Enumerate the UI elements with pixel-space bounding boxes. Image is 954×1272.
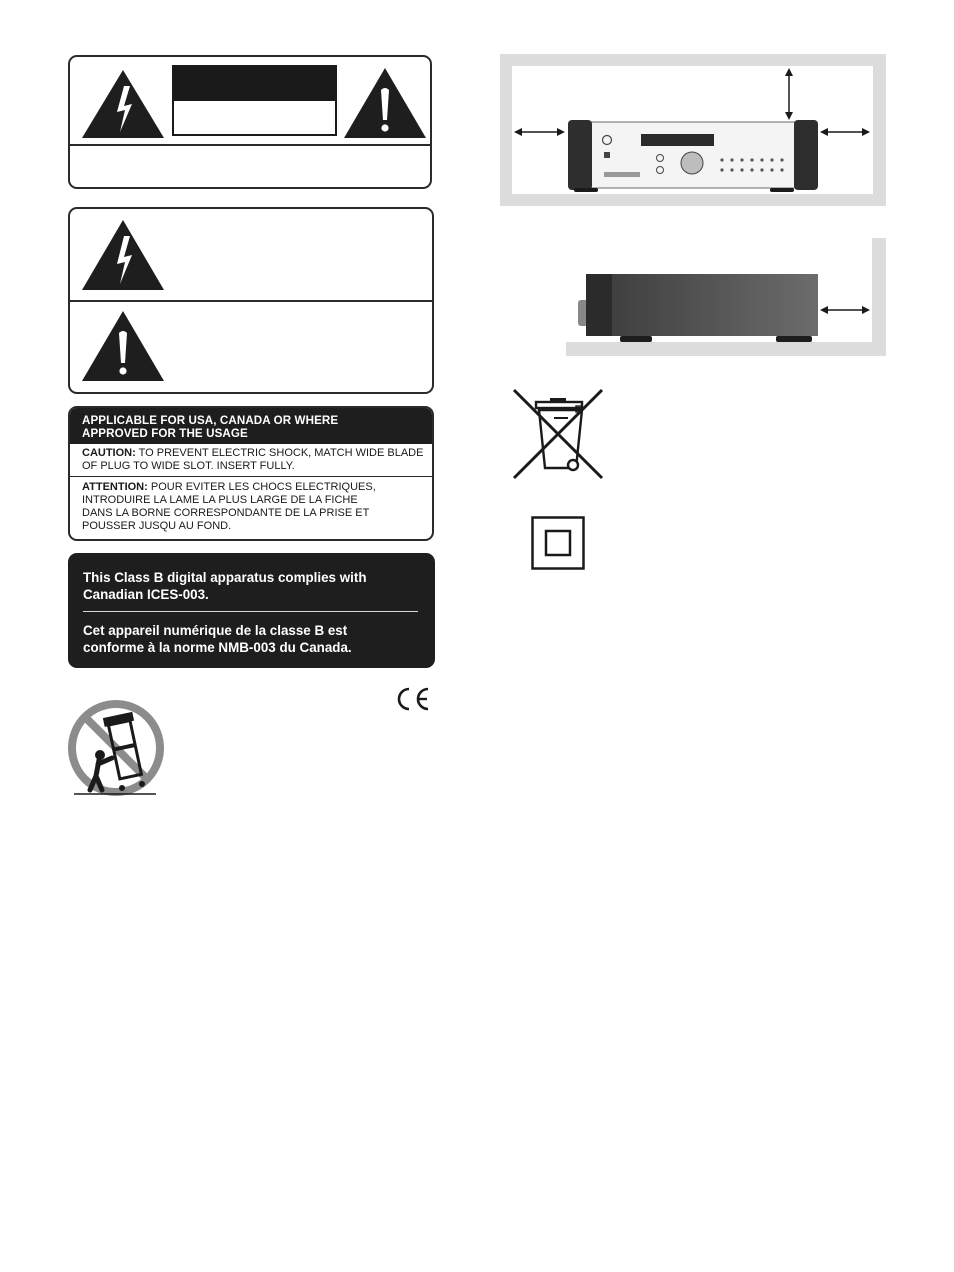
attention-line: DANS LA BORNE CORRESPONDANTE DE LA PRISE ET: [82, 507, 370, 519]
caution-line: OF PLUG TO WIDE SLOT. INSERT FULLY.: [82, 460, 295, 472]
ices-line: Cet appareil numérique de la classe B est: [83, 623, 348, 638]
side-clearance-diagram: [566, 238, 886, 356]
caution-panel: [172, 65, 337, 136]
cart-warning-icon: [66, 700, 166, 800]
ices-english: [83, 569, 367, 603]
attention-label: ATTENTION:: [82, 481, 148, 493]
plug-notice-header: [70, 408, 432, 444]
caution-label: CAUTION:: [82, 447, 136, 459]
ices-french: [83, 622, 352, 656]
ices-line: This Class B digital apparatus complies with: [83, 570, 367, 585]
ices-line: conforme à la norme NMB-003 du Canada.: [83, 640, 352, 655]
caution-line: TO PREVENT ELECTRIC SHOCK, MATCH WIDE BLADE: [135, 447, 424, 459]
attention-line: POUR EVITER LES CHOCS ELECTRIQUES,: [147, 481, 376, 493]
ce-mark-icon: [394, 686, 432, 712]
exclamation-triangle-icon: [80, 309, 166, 383]
lightning-triangle-icon: [80, 68, 166, 140]
attention-line: INTRODUIRE LA LAME LA PLUS LARGE DE LA FICHE: [82, 494, 358, 506]
attention-text: [70, 477, 432, 533]
caution-label-box: [68, 55, 432, 189]
header-line: APPROVED FOR THE USAGE: [82, 427, 248, 440]
ices-divider: [83, 611, 418, 612]
ices-notice-box: [68, 553, 435, 668]
header-line: APPLICABLE FOR USA, CANADA OR WHERE: [82, 414, 339, 427]
plug-notice-box: [68, 406, 434, 541]
attention-line: POUSSER JUSQU AU FOND.: [82, 520, 232, 532]
front-clearance-diagram: [500, 54, 886, 206]
caution-text: [70, 444, 432, 473]
lightning-triangle-icon: [80, 218, 166, 292]
exclamation-triangle-icon: [342, 66, 428, 140]
double-square-icon: [531, 516, 585, 570]
crossed-bin-icon: [510, 388, 606, 480]
symbol-explanation-box: [68, 207, 434, 394]
ices-line: Canadian ICES-003.: [83, 587, 209, 602]
